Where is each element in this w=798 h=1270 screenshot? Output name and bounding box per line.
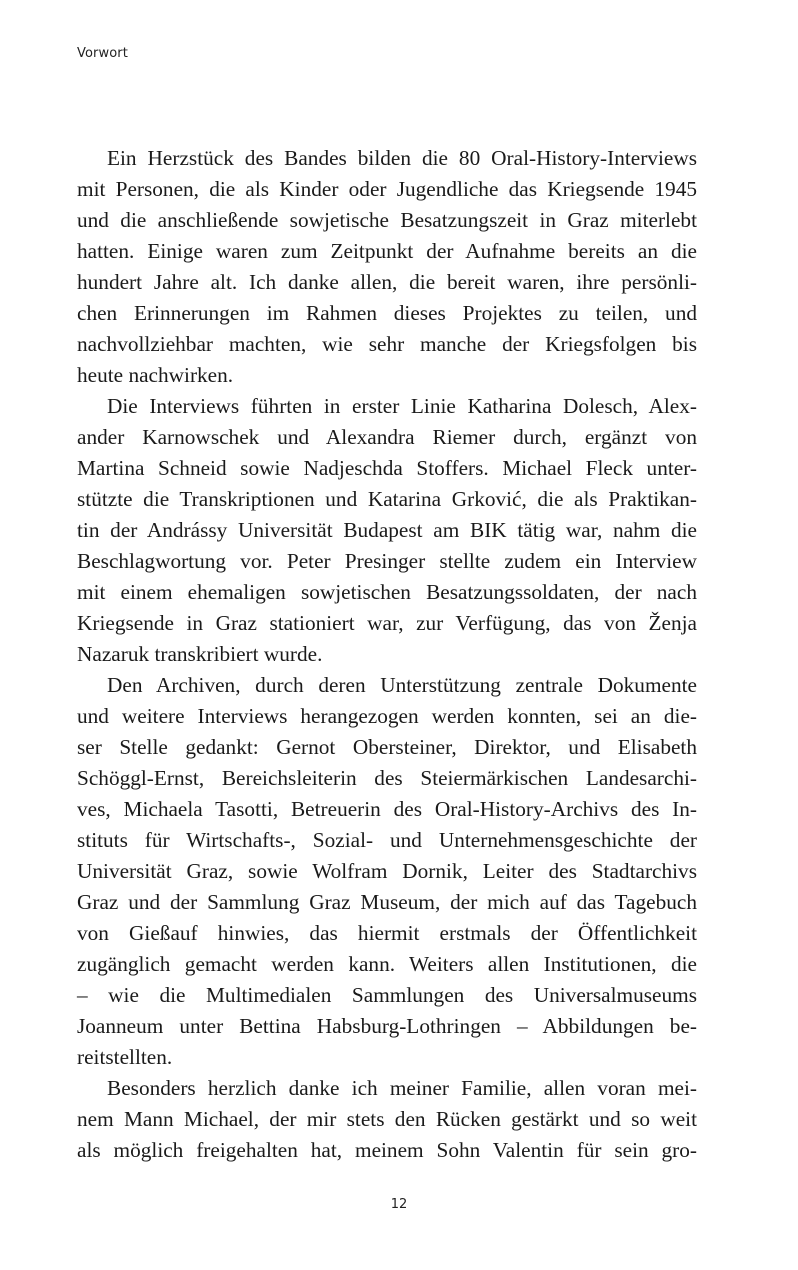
- text-line: nem Mann Michael, der mir stets den Rücken gestärkt und so weit: [77, 1107, 697, 1131]
- text-line: und die anschließende sowjetische Besatzungszeit in Graz miterlebt: [77, 208, 697, 232]
- text-line: zugänglich gemacht werden kann. Weiters allen Institutionen, die: [77, 952, 697, 976]
- text-line: hundert Jahre alt. Ich danke allen, die bereit waren, ihre persönli-: [77, 270, 697, 294]
- text-line: Beschlagwortung vor. Peter Presinger stellte zudem ein Interview: [77, 549, 697, 573]
- text-line: Kriegsende in Graz stationiert war, zur Verfügung, das von Ženja: [77, 611, 697, 635]
- text-line: ser Stelle gedankt: Gernot Obersteiner, Direktor, und Elisabeth: [77, 735, 697, 759]
- text-line: ander Karnowschek und Alexandra Riemer durch, ergänzt von: [77, 425, 697, 449]
- text-line: heute nachwirken.: [77, 363, 234, 387]
- text-line: Martina Schneid sowie Nadjeschda Stoffers. Michael Fleck unter-: [77, 456, 697, 480]
- text-line: nachvollziehbar machten, wie sehr manche der Kriegsfolgen bis: [77, 332, 697, 356]
- paragraph-4: [77, 1073, 697, 1166]
- text-line: Joanneum unter Bettina Habsburg-Lothringen – Abbildungen be-: [77, 1014, 697, 1038]
- text-line: Nazaruk transkribiert wurde.: [77, 642, 323, 666]
- text-line: chen Erinnerungen im Rahmen dieses Projektes zu teilen, und: [77, 301, 697, 325]
- text-line: mit einem ehemaligen sowjetischen Besatzungssoldaten, der nach: [77, 580, 697, 604]
- body-text: [77, 143, 697, 1166]
- text-line: und weitere Interviews herangezogen werden konnten, sei an die-: [77, 704, 697, 728]
- paragraph-2: [77, 391, 697, 670]
- text-line: Schöggl-Ernst, Bereichsleiterin des Steiermärkischen Landesarchi-: [77, 766, 697, 790]
- text-line: Ein Herzstück des Bandes bilden die 80 Oral-History-Interviews: [107, 146, 697, 170]
- text-line: Universität Graz, sowie Wolfram Dornik, Leiter des Stadtarchivs: [77, 859, 697, 883]
- text-line: Graz und der Sammlung Graz Museum, der mich auf das Tagebuch: [77, 890, 697, 914]
- running-head: Vorwort: [77, 46, 128, 61]
- text-line: als möglich freigehalten hat, meinem Sohn Valentin für sein gro-: [77, 1138, 697, 1162]
- text-line: ves, Michaela Tasotti, Betreuerin des Oral-History-Archivs des In-: [77, 797, 697, 821]
- text-line: von Gießauf hinwies, das hiermit erstmals der Öffentlichkeit: [77, 921, 697, 945]
- paragraph-3: [77, 670, 697, 1073]
- text-line: Besonders herzlich danke ich meiner Familie, allen voran mei-: [107, 1076, 697, 1100]
- text-line: Den Archiven, durch deren Unterstützung zentrale Dokumente: [107, 673, 697, 697]
- page-number: 12: [390, 1197, 408, 1212]
- paragraph-1: [77, 143, 697, 391]
- text-line: – wie die Multimedialen Sammlungen des Universalmuseums: [77, 983, 697, 1007]
- text-line: reitstellten.: [77, 1045, 173, 1069]
- text-line: stützte die Transkriptionen und Katarina Grković, die als Praktikan-: [77, 487, 697, 511]
- text-line: Die Interviews führten in erster Linie Katharina Dolesch, Alex-: [107, 394, 697, 418]
- text-line: mit Personen, die als Kinder oder Jugendliche das Kriegsende 1945: [77, 177, 697, 201]
- text-line: tin der Andrássy Universität Budapest am BIK tätig war, nahm die: [77, 518, 697, 542]
- text-line: stituts für Wirtschafts-, Sozial- und Unternehmensgeschichte der: [77, 828, 697, 852]
- text-line: hatten. Einige waren zum Zeitpunkt der Aufnahme bereits an die: [77, 239, 697, 263]
